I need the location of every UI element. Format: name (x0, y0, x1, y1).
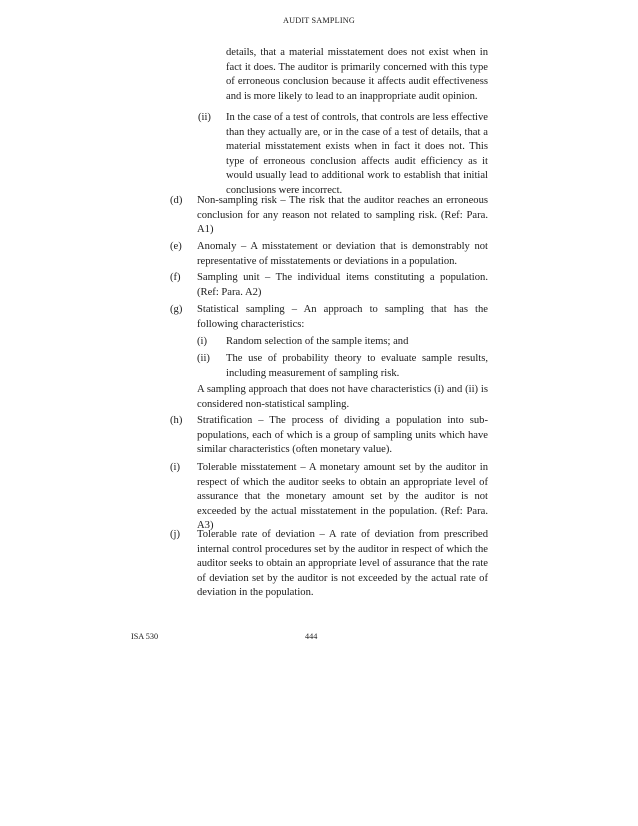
g-closing-text: A sampling approach that does not have characteristics (i) and (ii) is considered non-statistical sampling. (197, 384, 488, 410)
sub-item-ii (226, 111, 488, 199)
g-sub-label: (i) (197, 336, 207, 347)
definition-label: (e) (170, 241, 182, 252)
g-sub-label: (ii) (197, 353, 210, 364)
footer-standard: ISA 530 (131, 632, 159, 641)
g-closing (197, 383, 488, 412)
definition-h (197, 414, 488, 458)
sub-item-text: In the case of a test of controls, that controls are less effective than they actually are, or in the case of a test of details, that a material misstatement exists when in fact it does not. This type of erroneous conclusion affects audit efficiency as it would usually lead to additional work to establish that initial conclusions were incorrect. (226, 112, 488, 196)
definition-text: Non-sampling risk – The risk that the auditor reaches an erroneous conclusion for any reason not related to sampling risk. (Ref: Para. A1) (197, 195, 488, 236)
g-sub-text: Random selection of the sample items; and (226, 336, 409, 347)
definition-e (197, 240, 488, 269)
definition-label: (d) (170, 195, 183, 206)
g-sub-item-i (226, 335, 488, 350)
g-sub-text: The use of probability theory to evaluate sample results, including measurement of sampling risk. (226, 353, 488, 379)
definition-text: Anomaly – A misstatement or deviation that is demonstrably not representative of misstatements or deviations in a population. (197, 241, 488, 267)
definition-label: (g) (170, 304, 183, 315)
sub-item-label: (ii) (198, 112, 211, 123)
definition-j (197, 528, 488, 601)
continuation-paragraph (226, 46, 488, 104)
definition-f (197, 271, 488, 300)
definition-text: Sampling unit – The individual items constituting a population. (Ref: Para. A2) (197, 272, 488, 298)
definition-label: (j) (170, 529, 180, 540)
running-header: AUDIT SAMPLING (282, 16, 356, 25)
definition-label: (f) (170, 272, 181, 283)
page-number: 444 (305, 632, 318, 641)
definition-text: Tolerable misstatement – A monetary amount set by the auditor in respect of which the auditor seeks to obtain an appropriate level of assurance that the monetary amount set by the auditor is not exceeded by the actual misstatement in the population. (Ref: Para. A3) (197, 462, 488, 532)
definition-text: Stratification – The process of dividing a population into sub-populations, each of which is a group of sampling units which have similar characteristics (often monetary value). (197, 415, 488, 456)
continuation-text: details, that a material misstatement does not exist when in fact it does. The auditor is primarily concerned with this type of erroneous conclusion because it affects audit effectiveness and is more likely to lead to an inappropriate audit opinion. (226, 47, 488, 102)
g-sub-item-ii (226, 352, 488, 381)
definition-i (197, 461, 488, 534)
definition-g (197, 303, 488, 332)
definition-d (197, 194, 488, 238)
definition-label: (i) (170, 462, 180, 473)
definition-label: (h) (170, 415, 183, 426)
definition-text: Tolerable rate of deviation – A rate of deviation from prescribed internal control procedures set by the auditor in respect of which the auditor seeks to obtain an appropriate level of assurance that the rate of deviation set by the auditor is not exceeded by the actual rate of deviation in the population. (197, 529, 488, 599)
definition-text: Statistical sampling – An approach to sampling that has the following characteristics: (197, 304, 488, 330)
